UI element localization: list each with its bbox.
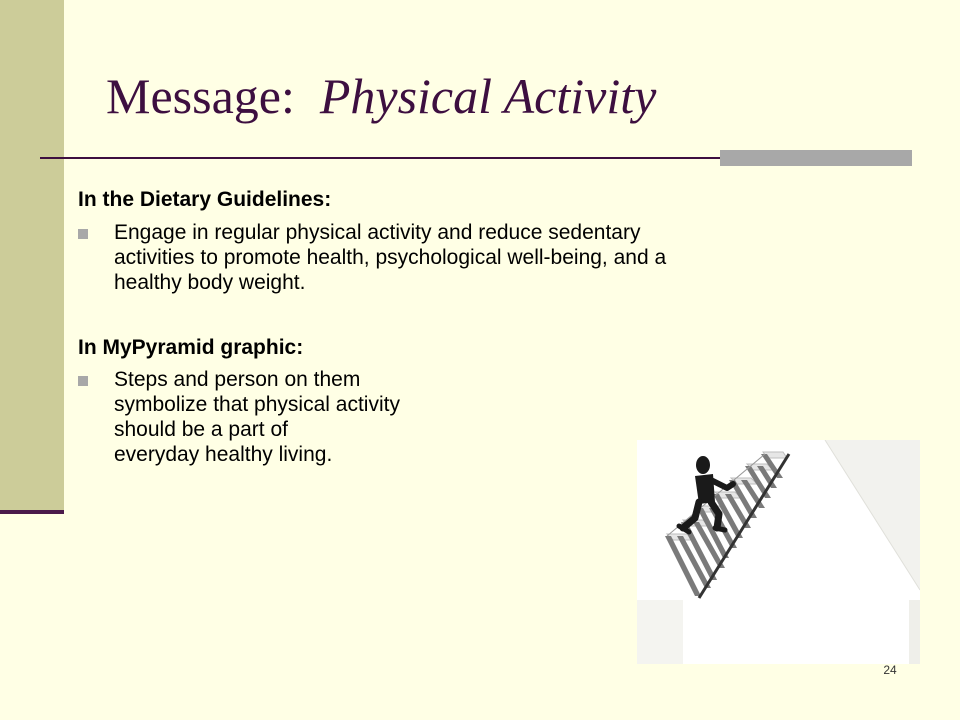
left-accent-band [0, 0, 64, 510]
bullet-text-mypyramid [114, 367, 400, 467]
section-heading-mypyramid: In MyPyramid graphic: [78, 336, 304, 359]
person-climbing-stairs-icon [637, 440, 920, 664]
bullet-line: activities to promote health, psychological well-being, and a [114, 246, 667, 269]
bullet-line: should be a part of [114, 418, 288, 441]
title-prefix: Message: [106, 68, 295, 124]
bullet-square-icon [78, 229, 88, 239]
bullet-line: healthy body weight. [114, 271, 306, 294]
slide-number: 24 [883, 663, 897, 677]
bullet-line: Steps and person on them [114, 368, 361, 391]
title-emphasis: Physical Activity [319, 68, 657, 124]
slide-title [106, 66, 656, 126]
bullet-line: symbolize that physical activity [114, 393, 400, 416]
bullet-text-dietary-guidelines [114, 220, 666, 295]
title-divider-accent [720, 150, 912, 166]
section-heading-dietary-guidelines: In the Dietary Guidelines: [78, 188, 332, 211]
bullet-square-icon [78, 376, 88, 386]
bullet-line: Engage in regular physical activity and reduce sedentary [114, 221, 641, 244]
left-accent-band-foot [0, 510, 64, 514]
bullet-line: everyday healthy living. [114, 443, 333, 466]
